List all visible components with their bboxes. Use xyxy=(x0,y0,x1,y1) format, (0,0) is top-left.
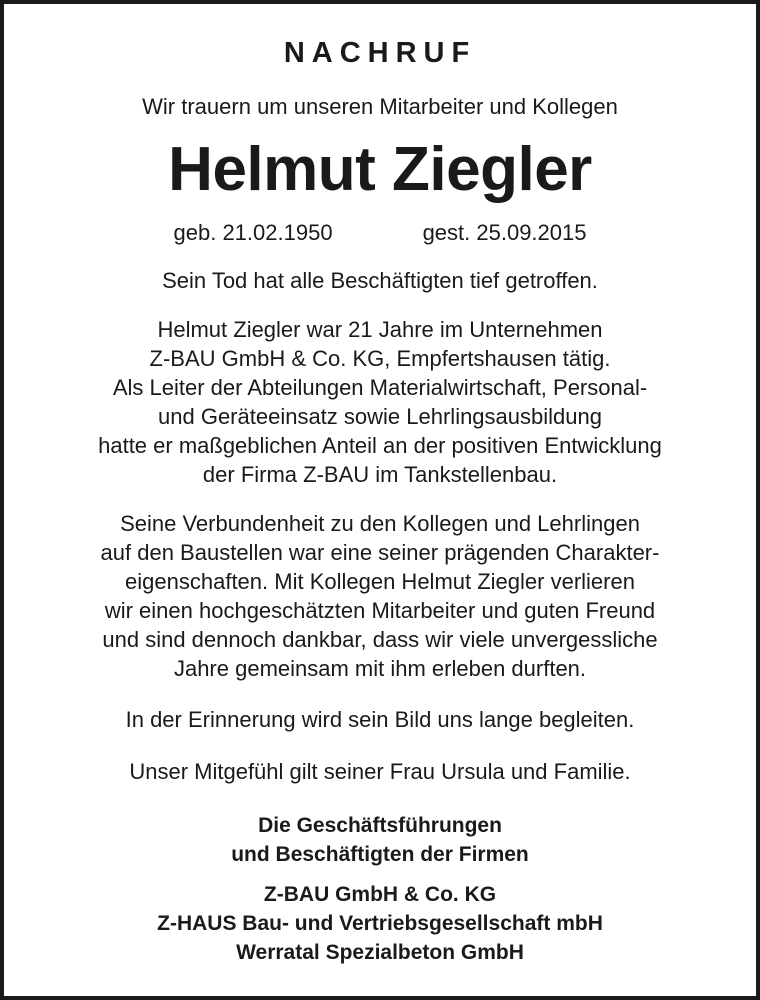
company-name: Werratal Spezialbeton GmbH xyxy=(236,941,524,964)
text-line: Als Leiter der Abteilungen Materialwirtschaft, Personal- xyxy=(112,375,648,400)
paragraph-memory: In der Erinnerung wird sein Bild uns lange begleiten. xyxy=(125,707,635,732)
intro-line: Wir trauern um unseren Mitarbeiter und Kollegen xyxy=(142,94,618,119)
text-line: Jahre gemeinsam mit ihm erleben durften. xyxy=(173,656,587,681)
text-line: Helmut Ziegler war 21 Jahre im Unternehmen xyxy=(157,317,603,342)
text-line: der Firma Z-BAU im Tankstellenbau. xyxy=(202,462,558,487)
signature-line: und Beschäftigten der Firmen xyxy=(231,843,529,866)
birth-date: geb. 21.02.1950 xyxy=(173,220,333,245)
signature-companies xyxy=(4,880,756,967)
paragraph-career xyxy=(4,315,756,489)
text-line: Seine Verbundenheit zu den Kollegen und Lehrlingen xyxy=(120,511,640,536)
signature-line: Die Geschäftsführungen xyxy=(258,814,502,837)
company-name: Z-HAUS Bau- und Vertriebsgesellschaft mbH xyxy=(157,912,603,935)
text-line: und sind dennoch dankbar, dass wir viele unvergessliche xyxy=(102,627,658,652)
paragraph-condolence: Unser Mitgefühl gilt seiner Frau Ursula und Familie. xyxy=(129,759,631,784)
text-line: und Geräteeinsatz sowie Lehrlingsausbildung xyxy=(158,404,602,429)
deceased-name: Helmut Ziegler xyxy=(168,135,592,204)
death-date: gest. 25.09.2015 xyxy=(422,220,587,245)
text-line: Z-BAU GmbH & Co. KG, Empfertshausen tätig. xyxy=(149,346,611,371)
text-line: eigenschaften. Mit Kollegen Helmut Ziegler verlieren xyxy=(125,569,635,594)
paragraph-loss: Sein Tod hat alle Beschäftigten tief getroffen. xyxy=(162,268,598,293)
paragraph-character xyxy=(4,509,756,683)
text-line: auf den Baustellen war eine seiner prägenden Charakter- xyxy=(100,540,660,565)
text-line: hatte er maßgeblichen Anteil an der positiven Entwicklung xyxy=(98,433,662,458)
signature-senders xyxy=(4,811,756,869)
notice-heading: NACHRUF xyxy=(283,37,477,69)
company-name: Z-BAU GmbH & Co. KG xyxy=(263,883,497,906)
life-dates xyxy=(4,218,756,248)
text-line: wir einen hochgeschätzten Mitarbeiter und guten Freund xyxy=(104,598,656,623)
